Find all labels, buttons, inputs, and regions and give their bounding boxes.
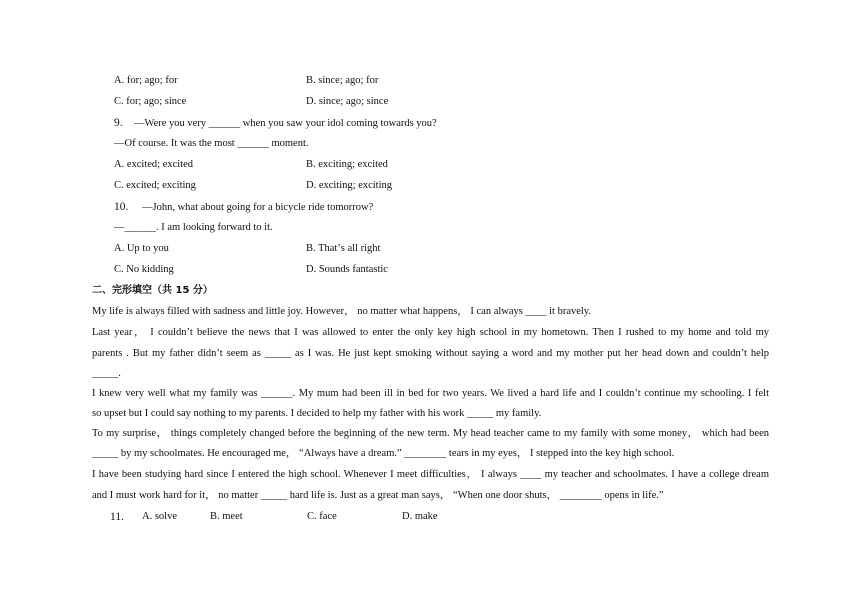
passage-line: I knew very well what my family was ______. My mum had been ill in bed for two years. We lived a hard life and I couldn’t continue my schooling. I felt xyxy=(92,388,769,399)
q11-option-b: B. meet xyxy=(210,511,243,522)
q8-option-c: C. for; ago; since xyxy=(114,96,187,107)
q11-option-d: D. make xyxy=(402,511,438,522)
q9-option-c: C. excited; exciting xyxy=(114,180,196,191)
q10-option-d: D. Sounds fantastic xyxy=(306,264,388,275)
q8-option-b: B. since; ago; for xyxy=(306,75,379,86)
q11-number: 11. xyxy=(110,511,124,523)
passage-line: Last year， I couldn’t believe the news that I was allowed to enter the only key high school in my hometown. Then I rushed to my home and told my xyxy=(92,327,769,338)
q10-reply: —______. I am looking forward to it. xyxy=(114,222,273,233)
q8-option-a: A. for; ago; for xyxy=(114,75,178,86)
section-heading: 二、完形填空（共 15 分） xyxy=(92,285,213,296)
q9-option-d: D. exciting; exciting xyxy=(306,180,393,191)
passage-line: parents . But my father didn’t seem as _____ as I was. He just kept smoking without saying a word and my mother put her head down and couldn’t help xyxy=(92,348,769,359)
q10-stem-line xyxy=(114,200,373,215)
q10-option-c: C. No kidding xyxy=(114,264,174,275)
q9-stem: —Were you very ______ when you saw your idol coming towards you? xyxy=(134,118,437,129)
q9-reply: —Of course. It was the most ______ moment. xyxy=(114,138,309,149)
q9-option-a: A. excited; excited xyxy=(114,159,194,170)
passage-line: _____ by my schoolmates. He encouraged me， “Always have a dream.” ________ tears in my eyes， I stepped into the key high school. xyxy=(92,448,675,459)
passage-line: To my surprise， things completely changed before the beginning of the new term. My head teacher came to my family with some money， which had been xyxy=(92,428,769,439)
q10-option-b: B. Thatʼs all right xyxy=(306,243,381,254)
q10-stem: —John, what about going for a bicycle ride tomorrow? xyxy=(142,202,374,213)
passage-line: My life is always filled with sadness and little joy. However， no matter what happens， I can always ____ it bravely. xyxy=(92,306,592,317)
passage-line: and I must work hard for it， no matter _____ hard life is. Just as a great man says， “When one door shuts， ________ opens in life.” xyxy=(92,490,664,501)
q9-stem-line xyxy=(114,116,437,131)
q8-option-d: D. since; ago; since xyxy=(306,96,389,107)
q9-option-b: B. exciting; excited xyxy=(306,159,388,170)
q11-option-c: C. face xyxy=(307,511,337,522)
passage-line: _____. xyxy=(92,368,121,379)
q10-option-a: A. Up to you xyxy=(114,243,169,254)
q9-number: 9. xyxy=(114,117,123,129)
q11-option-a: A. solve xyxy=(142,511,177,522)
q10-number: 10. xyxy=(114,201,129,213)
passage-line: so upset but I could say nothing to my parents. I decided to help my father with his work _____ my family. xyxy=(92,408,542,419)
passage-line: I have been studying hard since I entered the high school. Whenever I meet difficulties， I always ____ my teacher and schoolmates. I have a college dream xyxy=(92,469,769,480)
